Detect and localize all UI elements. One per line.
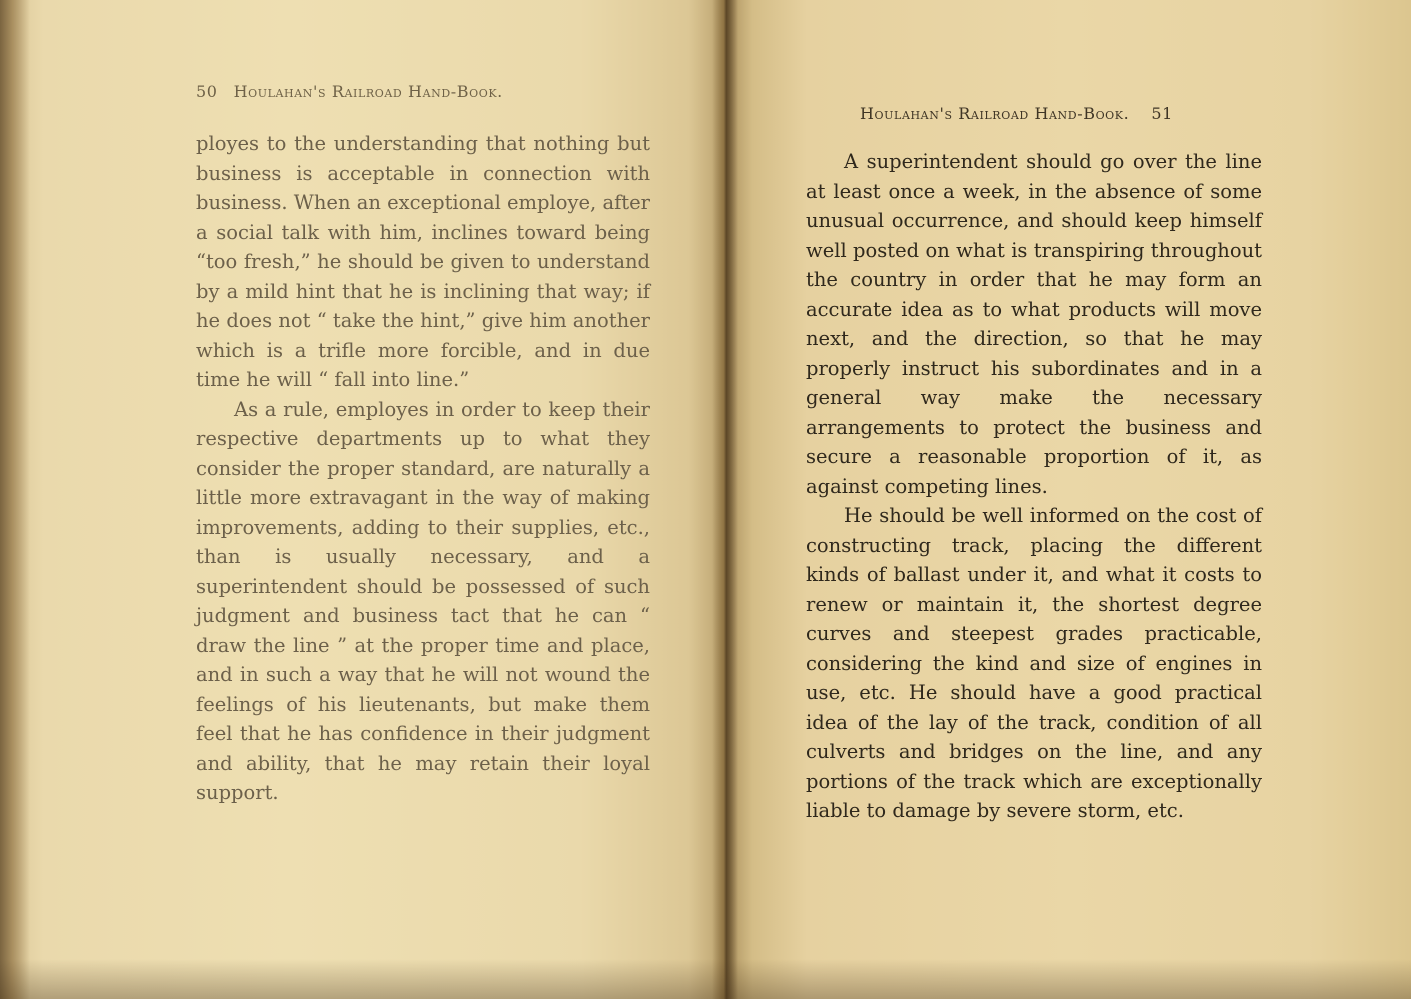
left-page-body bbox=[196, 129, 650, 808]
book-gutter bbox=[712, 0, 738, 999]
left-page-header bbox=[196, 82, 503, 101]
right-page-header bbox=[860, 104, 1173, 123]
left-paragraph-2: As a rule, employes in order to keep their respective departments up to what they consider the proper standard, are naturally a little more extravagant in the way of making improvements, adding to their supplies, etc., than is usually necessary, and a superintendent should be possessed of such judgment and business tact that he can “ draw the line ” at the proper time and place, and in such a way that he will not wound the feelings of his lieutenants, but make them feel that he has confidence in their judgment and ability, that he may retain their loyal support. bbox=[196, 397, 650, 804]
right-paragraph-2: He should be well informed on the cost of constructing track, placing the different kinds of ballast under it, and what it costs to renew or maintain it, the shortest degree curves and steepest grades practicable, considering the kind and size of engines in use, etc. He should have a good practical idea of the lay of the track, condition of all culverts and bridges on the line, and any portions of the track which are exceptionally liable to damage by severe storm, etc. bbox=[806, 504, 1262, 822]
left-paragraph-1: ployes to the understanding that nothing but business is acceptable in connection with business. When an exceptional employe, after a social talk with him, inclines toward being “too fresh,” he should be given to understand by a mild hint that he is inclining that way; if he does not “ take the hint,” give him another which is a trifle more forcible, and in due time he will “ fall into line.” bbox=[196, 132, 650, 391]
right-running-head: Houlahan's Railroad Hand-Book. bbox=[860, 104, 1130, 123]
left-running-head: Houlahan's Railroad Hand-Book. bbox=[233, 82, 503, 101]
left-page-edge-shadow bbox=[0, 0, 30, 999]
left-page-number: 50 bbox=[196, 82, 218, 101]
right-page bbox=[725, 0, 1411, 999]
right-page-number: 51 bbox=[1151, 104, 1173, 123]
right-paragraph-1: A superintendent should go over the line at least once a week, in the absence of some unusual occurrence, and should keep himself well posted on what is transpiring throughout the country in order that he may form an accurate idea as to what products will move next, and the direction, so that he may properly instruct his subordinates and in a general way make the necessary arrangements to protect the business and secure a reasonable proportion of it, as against competing lines. bbox=[806, 150, 1262, 498]
bottom-edge-shadow bbox=[0, 959, 1411, 999]
right-page-body bbox=[806, 147, 1262, 826]
